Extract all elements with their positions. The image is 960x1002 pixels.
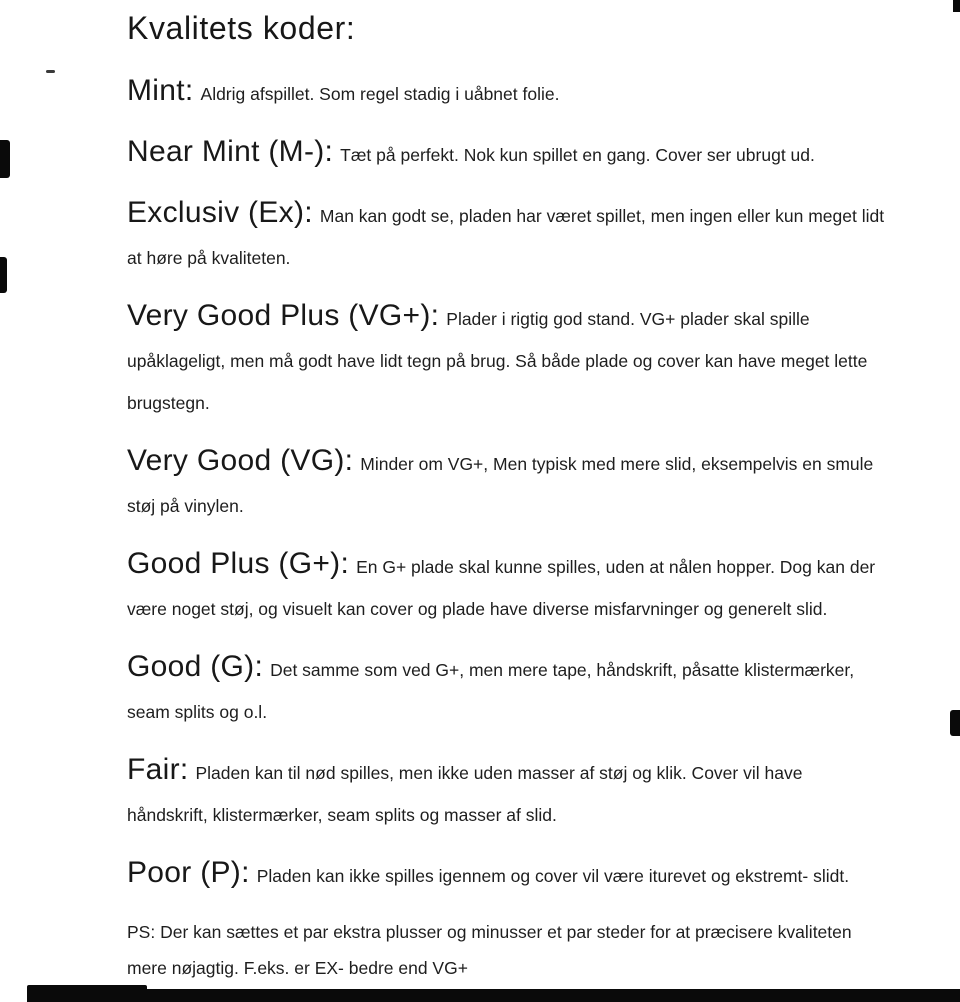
page-title: Kvalitets koder: — [127, 10, 356, 46]
quality-entry-very-good — [127, 441, 887, 528]
scan-artifact-left-mark-2 — [0, 257, 7, 293]
quality-description: Det samme som ved G+, men mere tape, håndskrift, påsatte klistermærker, seam splits og o.l. — [127, 660, 855, 722]
quality-term: Good (G): — [127, 650, 264, 683]
quality-term: Mint: — [127, 74, 194, 107]
scan-artifact-bottom-edge — [27, 985, 147, 993]
quality-term: Fair: — [127, 753, 189, 786]
quality-entry-mint — [127, 71, 887, 116]
quality-term: Very Good (VG): — [127, 444, 354, 477]
quality-entry-very-good-plus — [127, 296, 887, 425]
quality-description: Minder om VG+, Men typisk med mere slid, eksempelvis en smule støj på vinylen. — [127, 454, 874, 516]
quality-entry-good-plus — [127, 544, 887, 631]
scan-artifact-right-corner — [953, 0, 960, 12]
quality-entry-fair — [127, 750, 887, 837]
quality-description: Tæt på perfekt. Nok kun spillet en gang. Cover ser ubrugt ud. — [340, 145, 815, 165]
quality-description: Man kan godt se, pladen har været spillet, men ingen eller kun meget lidt at høre på kvaliteten. — [127, 206, 885, 268]
ps-note: PS: Der kan sættes et par ekstra plusser og minusser et par steder for at præcisere kvaliteten mere nøjagtig. F.eks. er EX- bedre end VG+ — [127, 922, 852, 978]
quality-description: Pladen kan til nød spilles, men ikke uden masser af støj og klik. Cover vil have håndskrift, klistermærker, seam splits og masser af slid. — [127, 763, 803, 825]
quality-term: Poor (P): — [127, 856, 250, 889]
scan-artifact-dash-mark — [46, 70, 55, 73]
quality-term: Very Good Plus (VG+): — [127, 299, 440, 332]
scan-artifact-right-mark — [950, 710, 960, 736]
quality-description: Aldrig afspillet. Som regel stadig i uåbnet folie. — [200, 84, 560, 104]
quality-term: Near Mint (M-): — [127, 135, 334, 168]
quality-description: En G+ plade skal kunne spilles, uden at nålen hopper. Dog kan der være noget støj, og visuelt kan cover og plade have diverse misfarvninger og generelt slid. — [127, 557, 876, 619]
scan-artifact-left-mark-1 — [0, 140, 10, 178]
quality-entry-exclusiv — [127, 193, 887, 280]
quality-description: Plader i rigtig god stand. VG+ plader skal spille upåklageligt, men må godt have lidt tegn på brug. Så både plade og cover kan have meget lette brugstegn. — [127, 309, 868, 413]
quality-entry-good — [127, 647, 887, 734]
quality-term: Exclusiv (Ex): — [127, 196, 313, 229]
quality-entry-near-mint — [127, 132, 887, 177]
quality-description: Pladen kan ikke spilles igennem og cover vil være iturevet og ekstremt- slidt. — [256, 866, 850, 886]
quality-term: Good Plus (G+): — [127, 547, 350, 580]
scan-artifact-bottom-bar — [27, 989, 960, 1002]
quality-entry-poor — [127, 853, 887, 898]
